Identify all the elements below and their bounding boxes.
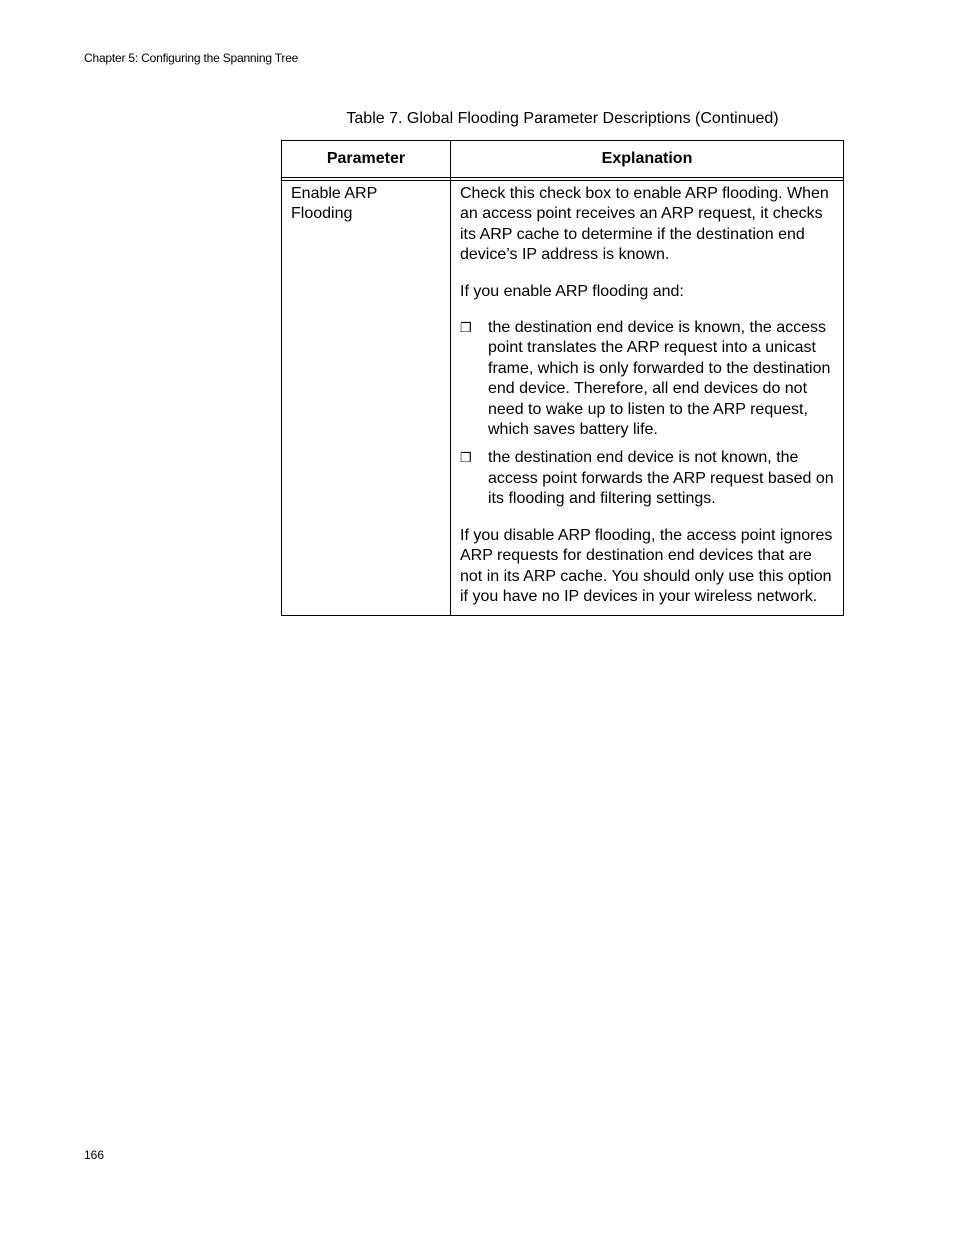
explanation-intro: Check this check box to enable ARP flooding. When an access point receives an ARP request, it checks its ARP cache to determine if the destination end device’s IP address is known.	[460, 185, 829, 264]
bullet-list	[460, 318, 834, 510]
list-item	[460, 448, 834, 509]
explanation-closing: If you disable ARP flooding, the access point ignores ARP requests for destination end devices that are not in its ARP cache. You should only use this option if you have no IP devices in your wireless network.	[460, 526, 833, 605]
column-header-parameter: Parameter	[282, 141, 451, 177]
parameter-table	[281, 140, 844, 616]
table-caption: Table 7. Global Flooding Parameter Descriptions (Continued)	[346, 110, 779, 127]
page-number: 166	[84, 1148, 105, 1162]
checkbox-bullet-icon: ❒	[460, 320, 472, 336]
running-header: Chapter 5: Configuring the Spanning Tree	[84, 51, 299, 65]
explanation-lead: If you enable ARP flooding and:	[460, 282, 684, 300]
list-item	[460, 318, 834, 440]
explanation-cell	[451, 181, 843, 615]
column-header-explanation: Explanation	[601, 150, 693, 167]
parameter-cell: Enable ARP Flooding	[291, 185, 377, 223]
table-row	[282, 178, 843, 615]
explanation-column	[451, 178, 843, 615]
checkbox-bullet-icon: ❒	[460, 450, 472, 466]
table-header-row	[282, 141, 843, 178]
bullet-text: the destination end device is known, the access point translates the ARP request into a unicast frame, which is only forwarded to the destination end device. Therefore, all end devices do not need to wake up to listen to the ARP request, which saves battery life.	[488, 319, 831, 439]
bullet-text: the destination end device is not known, the access point forwards the ARP request based on its flooding and filtering settings.	[488, 449, 834, 508]
parameter-column	[282, 178, 451, 615]
